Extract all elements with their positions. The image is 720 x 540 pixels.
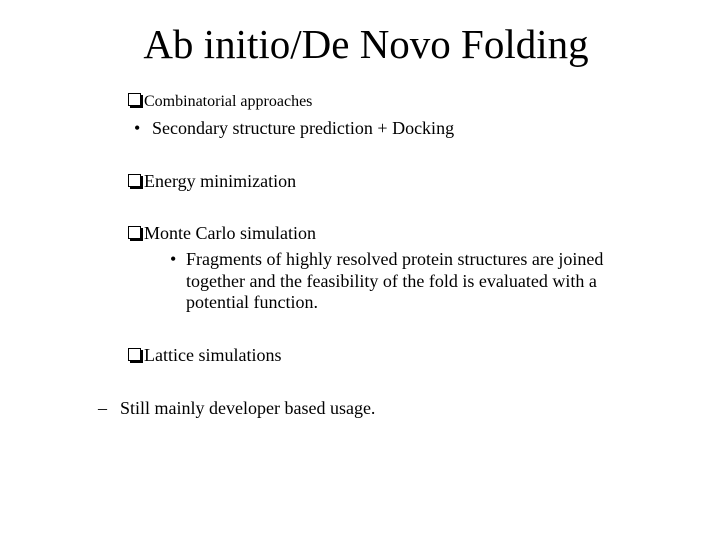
square-bullet-icon: [128, 93, 141, 106]
list-item: [128, 345, 281, 366]
list-item: [134, 118, 454, 139]
item-text: Secondary structure prediction + Docking: [152, 118, 455, 138]
item-text: Lattice simulations: [144, 345, 282, 365]
slide-title: Ab initio/De Novo Folding: [143, 21, 589, 67]
item-text-line: together and the feasibility of the fold is evaluated with a: [186, 270, 597, 291]
item-text: Monte Carlo simulation: [144, 223, 316, 243]
dot-bullet-icon: •: [170, 249, 177, 269]
square-bullet-icon: [128, 226, 141, 239]
item-text: Combinatorial approaches: [144, 93, 313, 110]
list-item: [128, 93, 312, 111]
item-text-line: potential function.: [186, 292, 318, 312]
list-item: [186, 249, 603, 314]
list-item: [98, 398, 375, 419]
item-text: Still mainly developer based usage.: [120, 398, 376, 418]
dot-bullet-icon: •: [134, 118, 141, 138]
square-bullet-icon: [128, 174, 141, 187]
item-text: Energy minimization: [144, 171, 297, 191]
square-bullet-icon: [128, 348, 141, 361]
dash-bullet-icon: –: [98, 398, 107, 418]
list-item: [128, 223, 316, 244]
list-item: [128, 171, 296, 192]
item-text-line: Fragments of highly resolved protein structures are joined: [186, 249, 604, 269]
